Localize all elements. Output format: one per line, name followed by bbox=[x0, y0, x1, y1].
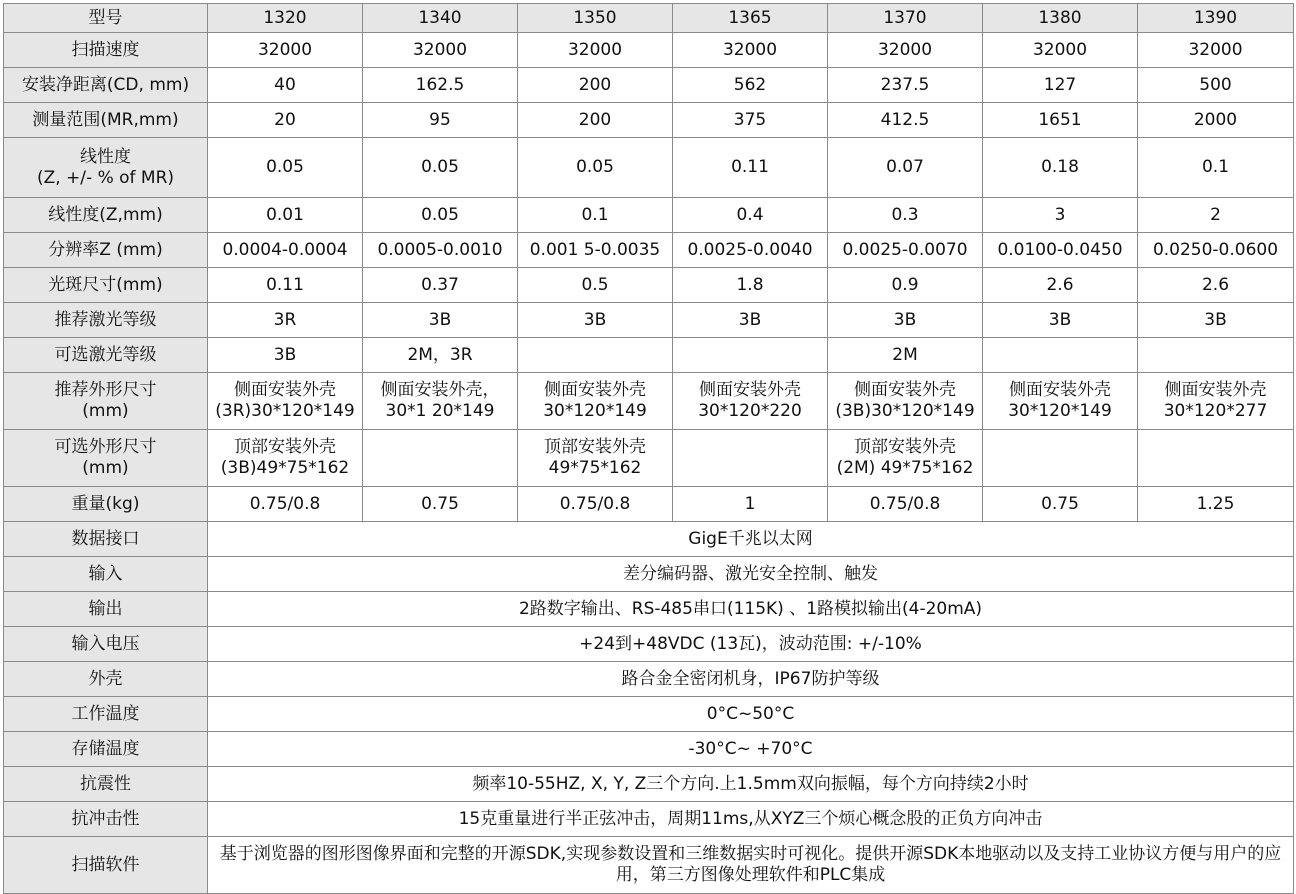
common-spec-row bbox=[4, 802, 1294, 837]
spec-cell: 0.18 bbox=[983, 138, 1138, 198]
model-1320: 1320 bbox=[208, 4, 363, 33]
spec-cell: 40 bbox=[208, 68, 363, 103]
common-spec-label: 扫描软件 bbox=[4, 837, 208, 894]
spec-cell: 375 bbox=[673, 103, 828, 138]
common-spec-label: 工作温度 bbox=[4, 697, 208, 732]
common-spec-label: 存储温度 bbox=[4, 732, 208, 767]
spec-cell: 2.6 bbox=[1138, 268, 1294, 303]
spec-cell: 3B bbox=[363, 303, 518, 338]
spec-row-label: 测量范围(MR,mm) bbox=[4, 103, 208, 138]
spec-row-label: 扫描速度 bbox=[4, 33, 208, 68]
spec-row bbox=[4, 198, 1294, 233]
spec-table bbox=[3, 3, 1294, 894]
spec-row bbox=[4, 268, 1294, 303]
spec-cell: 32000 bbox=[208, 33, 363, 68]
spec-cell: 0.3 bbox=[828, 198, 983, 233]
spec-cell: 0.0025-0.0070 bbox=[828, 233, 983, 268]
spec-table-wrapper bbox=[3, 3, 1294, 894]
spec-row-label: 光斑尺寸(mm) bbox=[4, 268, 208, 303]
spec-cell: 0.0005-0.0010 bbox=[363, 233, 518, 268]
model-1340: 1340 bbox=[363, 4, 518, 33]
model-1370: 1370 bbox=[828, 4, 983, 33]
spec-cell: 3 bbox=[983, 198, 1138, 233]
common-spec-value: 频率10-55HZ, X, Y, Z三个方向.上1.5mm双向振幅，每个方向持续2小时 bbox=[208, 767, 1294, 802]
common-spec-value: 15克重量进行半正弦冲击，周期11ms,从XYZ三个烦心概念股的正负方向冲击 bbox=[208, 802, 1294, 837]
spec-cell: 0.05 bbox=[208, 138, 363, 198]
spec-cell: 0.05 bbox=[363, 198, 518, 233]
spec-cell bbox=[1138, 338, 1294, 373]
spec-cell: 3B bbox=[828, 303, 983, 338]
spec-row-label: 线性度(Z,mm) bbox=[4, 198, 208, 233]
spec-cell bbox=[363, 430, 518, 487]
spec-row bbox=[4, 233, 1294, 268]
spec-cell: 0.5 bbox=[518, 268, 673, 303]
spec-cell: 32000 bbox=[983, 33, 1138, 68]
spec-row bbox=[4, 33, 1294, 68]
spec-row bbox=[4, 138, 1294, 198]
spec-cell: 0.0250-0.0600 bbox=[1138, 233, 1294, 268]
spec-cell: 侧面安装外壳 (3R)30*120*149 bbox=[208, 373, 363, 430]
common-spec-label: 输入 bbox=[4, 557, 208, 592]
spec-cell: 3B bbox=[983, 303, 1138, 338]
spec-row bbox=[4, 338, 1294, 373]
common-spec-label: 抗震性 bbox=[4, 767, 208, 802]
common-spec-value: 2路数字输出、RS-485串口(115K) 、1路模拟输出(4-20mA) bbox=[208, 592, 1294, 627]
spec-row-label: 安装净距离(CD, mm) bbox=[4, 68, 208, 103]
spec-cell: 32000 bbox=[673, 33, 828, 68]
spec-cell: 顶部安装外壳 (2M) 49*75*162 bbox=[828, 430, 983, 487]
spec-cell: 侧面安装外壳 30*120*149 bbox=[518, 373, 673, 430]
common-spec-row bbox=[4, 557, 1294, 592]
spec-cell: 0.75/0.8 bbox=[518, 487, 673, 522]
spec-row bbox=[4, 430, 1294, 487]
spec-cell: 1.25 bbox=[1138, 487, 1294, 522]
spec-cell bbox=[1138, 430, 1294, 487]
common-spec-value: 路合金全密闭机身，IP67防护等级 bbox=[208, 662, 1294, 697]
common-spec-row bbox=[4, 522, 1294, 557]
spec-cell bbox=[983, 430, 1138, 487]
spec-cell: 顶部安装外壳 49*75*162 bbox=[518, 430, 673, 487]
spec-cell: 0.11 bbox=[673, 138, 828, 198]
spec-cell: 162.5 bbox=[363, 68, 518, 103]
common-spec-label: 数据接口 bbox=[4, 522, 208, 557]
spec-cell: 侧面安装外壳 (3B)30*120*149 bbox=[828, 373, 983, 430]
spec-cell: 0.4 bbox=[673, 198, 828, 233]
spec-row-label: 线性度 (Z, +/- % of MR) bbox=[4, 138, 208, 198]
spec-cell: 侧面安装外壳 30*120*277 bbox=[1138, 373, 1294, 430]
common-spec-row bbox=[4, 592, 1294, 627]
spec-cell: 95 bbox=[363, 103, 518, 138]
spec-cell: 0.0025-0.0040 bbox=[673, 233, 828, 268]
spec-cell: 0.75/0.8 bbox=[208, 487, 363, 522]
spec-cell: 200 bbox=[518, 68, 673, 103]
common-spec-row bbox=[4, 732, 1294, 767]
spec-row bbox=[4, 487, 1294, 522]
spec-row-label: 可选外形尺寸 (mm) bbox=[4, 430, 208, 487]
spec-cell: 0.1 bbox=[1138, 138, 1294, 198]
spec-cell: 0.0100-0.0450 bbox=[983, 233, 1138, 268]
common-spec-row bbox=[4, 627, 1294, 662]
spec-cell: 3B bbox=[518, 303, 673, 338]
spec-cell: 32000 bbox=[518, 33, 673, 68]
spec-cell: 0.05 bbox=[518, 138, 673, 198]
spec-cell: 32000 bbox=[363, 33, 518, 68]
model-1365: 1365 bbox=[673, 4, 828, 33]
common-spec-value: 基于浏览器的图形图像界面和完整的开源SDK,实现参数设置和三维数据实时可视化。提供开源SDK本地驱动以及支持工业协议方便与用户的应用，第三方图像处理软件和PLC集成 bbox=[208, 837, 1294, 894]
common-spec-row bbox=[4, 662, 1294, 697]
spec-cell: 127 bbox=[983, 68, 1138, 103]
spec-cell: 1 bbox=[673, 487, 828, 522]
spec-row bbox=[4, 373, 1294, 430]
spec-row-label: 可选激光等级 bbox=[4, 338, 208, 373]
spec-cell: 0.75/0.8 bbox=[828, 487, 983, 522]
spec-cell: 0.75 bbox=[363, 487, 518, 522]
spec-cell bbox=[983, 338, 1138, 373]
common-spec-value: 0°C~50°C bbox=[208, 697, 1294, 732]
spec-cell: 32000 bbox=[828, 33, 983, 68]
spec-cell: 3B bbox=[673, 303, 828, 338]
spec-cell: 2.6 bbox=[983, 268, 1138, 303]
spec-cell: 侧面安装外壳， 30*1 20*149 bbox=[363, 373, 518, 430]
spec-cell: 500 bbox=[1138, 68, 1294, 103]
spec-cell: 2M，3R bbox=[363, 338, 518, 373]
spec-cell: 2000 bbox=[1138, 103, 1294, 138]
spec-row-label: 重量(kg) bbox=[4, 487, 208, 522]
spec-cell bbox=[518, 338, 673, 373]
common-spec-label: 外壳 bbox=[4, 662, 208, 697]
spec-cell: 1651 bbox=[983, 103, 1138, 138]
model-1350: 1350 bbox=[518, 4, 673, 33]
common-spec-label: 输出 bbox=[4, 592, 208, 627]
common-spec-value: -30°C~ +70°C bbox=[208, 732, 1294, 767]
spec-cell: 3R bbox=[208, 303, 363, 338]
spec-cell: 0.05 bbox=[363, 138, 518, 198]
model-1390: 1390 bbox=[1138, 4, 1294, 33]
spec-cell: 0.07 bbox=[828, 138, 983, 198]
spec-row bbox=[4, 103, 1294, 138]
spec-cell: 侧面安装外壳 30*120*149 bbox=[983, 373, 1138, 430]
spec-cell: 2 bbox=[1138, 198, 1294, 233]
spec-cell: 2M bbox=[828, 338, 983, 373]
common-spec-row bbox=[4, 767, 1294, 802]
spec-cell: 0.11 bbox=[208, 268, 363, 303]
spec-cell: 0.0004-0.0004 bbox=[208, 233, 363, 268]
spec-table-body bbox=[4, 4, 1294, 894]
common-spec-row bbox=[4, 837, 1294, 894]
spec-cell: 32000 bbox=[1138, 33, 1294, 68]
spec-cell: 20 bbox=[208, 103, 363, 138]
common-spec-value: GigE千兆以太网 bbox=[208, 522, 1294, 557]
spec-row-label: 推荐激光等级 bbox=[4, 303, 208, 338]
spec-cell: 237.5 bbox=[828, 68, 983, 103]
spec-cell: 0.37 bbox=[363, 268, 518, 303]
spec-cell: 562 bbox=[673, 68, 828, 103]
common-spec-label: 抗冲击性 bbox=[4, 802, 208, 837]
spec-cell: 0.1 bbox=[518, 198, 673, 233]
model-1380: 1380 bbox=[983, 4, 1138, 33]
model-header-label: 型号 bbox=[4, 4, 208, 33]
spec-cell: 侧面安装外壳 30*120*220 bbox=[673, 373, 828, 430]
spec-row bbox=[4, 68, 1294, 103]
spec-cell: 3B bbox=[208, 338, 363, 373]
common-spec-row bbox=[4, 697, 1294, 732]
spec-cell: 200 bbox=[518, 103, 673, 138]
spec-cell: 顶部安装外壳 (3B)49*75*162 bbox=[208, 430, 363, 487]
spec-row-label: 分辨率Z (mm) bbox=[4, 233, 208, 268]
model-header-row bbox=[4, 4, 1294, 33]
spec-cell: 412.5 bbox=[828, 103, 983, 138]
spec-cell: 0.75 bbox=[983, 487, 1138, 522]
common-spec-value: +24到+48VDC (13瓦)，波动范围: +/-10% bbox=[208, 627, 1294, 662]
spec-cell: 1.8 bbox=[673, 268, 828, 303]
spec-cell bbox=[673, 430, 828, 487]
spec-cell bbox=[673, 338, 828, 373]
spec-cell: 0.9 bbox=[828, 268, 983, 303]
spec-cell: 0.001 5-0.0035 bbox=[518, 233, 673, 268]
common-spec-value: 差分编码器、激光安全控制、触发 bbox=[208, 557, 1294, 592]
spec-row-label: 推荐外形尺寸 (mm) bbox=[4, 373, 208, 430]
common-spec-label: 输入电压 bbox=[4, 627, 208, 662]
spec-cell: 0.01 bbox=[208, 198, 363, 233]
spec-row bbox=[4, 303, 1294, 338]
spec-cell: 3B bbox=[1138, 303, 1294, 338]
